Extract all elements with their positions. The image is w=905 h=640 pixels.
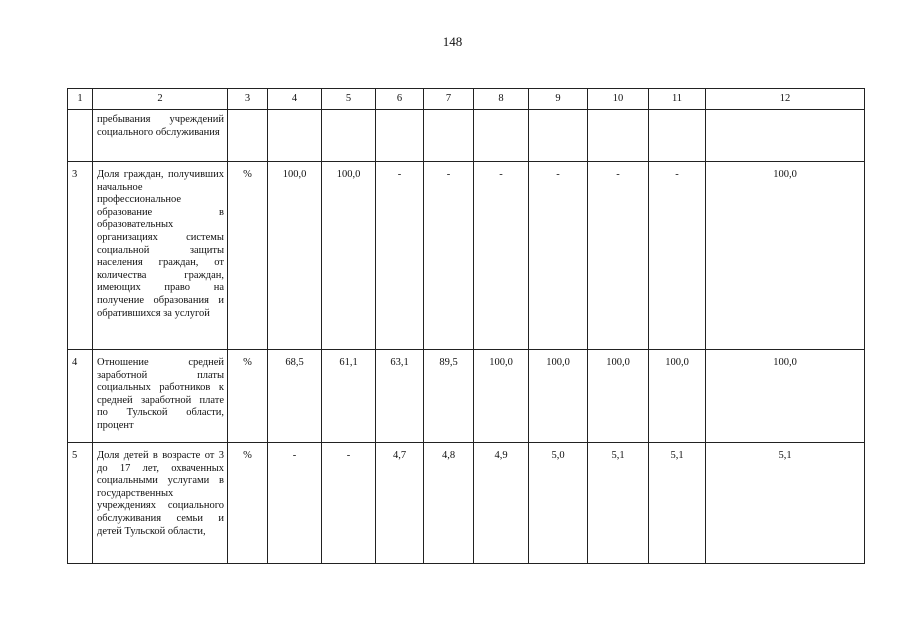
value-cell: - xyxy=(322,443,376,564)
value-cell: - xyxy=(649,162,706,350)
value-cell: 89,5 xyxy=(424,350,474,443)
indicators-table xyxy=(67,88,865,564)
value-cell xyxy=(228,110,268,162)
value-cell: % xyxy=(228,443,268,564)
row-index xyxy=(68,110,93,162)
column-header: 1 xyxy=(68,89,93,110)
column-header: 5 xyxy=(322,89,376,110)
value-cell xyxy=(424,110,474,162)
header-row xyxy=(68,89,865,110)
value-cell xyxy=(649,110,706,162)
table-row xyxy=(68,443,865,564)
value-cell: 5,1 xyxy=(706,443,865,564)
value-cell: 100,0 xyxy=(588,350,649,443)
value-cell: % xyxy=(228,350,268,443)
column-header: 10 xyxy=(588,89,649,110)
value-cell: - xyxy=(588,162,649,350)
column-header: 3 xyxy=(228,89,268,110)
value-cell: - xyxy=(474,162,529,350)
row-index: 3 xyxy=(68,162,93,350)
value-cell xyxy=(322,110,376,162)
row-description: Отношение средней заработной платы социальных работников к средней заработной плате по Тульской области, процент xyxy=(93,350,228,443)
row-description: Доля детей в возрасте от 3 до 17 лет, охваченных социальными услугами в государственных учреждениях социального обслуживания семьи и детей Тульской области, xyxy=(93,443,228,564)
table-row xyxy=(68,162,865,350)
column-header: 7 xyxy=(424,89,474,110)
row-description: Доля граждан, получивших начальное профессиональное образование в образовательных организациях системы социальной защиты населения граждан, от количества граждан, имеющих право на получение образования и обратившихся за услугой xyxy=(93,162,228,350)
value-cell xyxy=(588,110,649,162)
table-row xyxy=(68,350,865,443)
column-header: 12 xyxy=(706,89,865,110)
table-row xyxy=(68,110,865,162)
row-index: 4 xyxy=(68,350,93,443)
page-number: 148 xyxy=(442,34,463,49)
value-cell: 68,5 xyxy=(268,350,322,443)
value-cell: 100,0 xyxy=(268,162,322,350)
value-cell: 5,1 xyxy=(588,443,649,564)
value-cell: - xyxy=(529,162,588,350)
value-cell: 5,0 xyxy=(529,443,588,564)
value-cell xyxy=(268,110,322,162)
column-header: 11 xyxy=(649,89,706,110)
column-header: 8 xyxy=(474,89,529,110)
column-header: 9 xyxy=(529,89,588,110)
value-cell: 5,1 xyxy=(649,443,706,564)
value-cell xyxy=(376,110,424,162)
value-cell: - xyxy=(268,443,322,564)
value-cell xyxy=(529,110,588,162)
value-cell: 61,1 xyxy=(322,350,376,443)
value-cell: - xyxy=(376,162,424,350)
value-cell: 63,1 xyxy=(376,350,424,443)
value-cell: 4,7 xyxy=(376,443,424,564)
value-cell: 100,0 xyxy=(474,350,529,443)
value-cell: - xyxy=(424,162,474,350)
value-cell xyxy=(474,110,529,162)
column-header: 6 xyxy=(376,89,424,110)
value-cell: 100,0 xyxy=(706,350,865,443)
value-cell: 100,0 xyxy=(649,350,706,443)
column-header: 4 xyxy=(268,89,322,110)
value-cell: 100,0 xyxy=(322,162,376,350)
value-cell xyxy=(706,110,865,162)
value-cell: 100,0 xyxy=(706,162,865,350)
row-description: пребывания учреждений социального обслуживания xyxy=(93,110,228,162)
column-header: 2 xyxy=(93,89,228,110)
row-index: 5 xyxy=(68,443,93,564)
value-cell: 4,9 xyxy=(474,443,529,564)
value-cell: 100,0 xyxy=(529,350,588,443)
value-cell: 4,8 xyxy=(424,443,474,564)
value-cell: % xyxy=(228,162,268,350)
